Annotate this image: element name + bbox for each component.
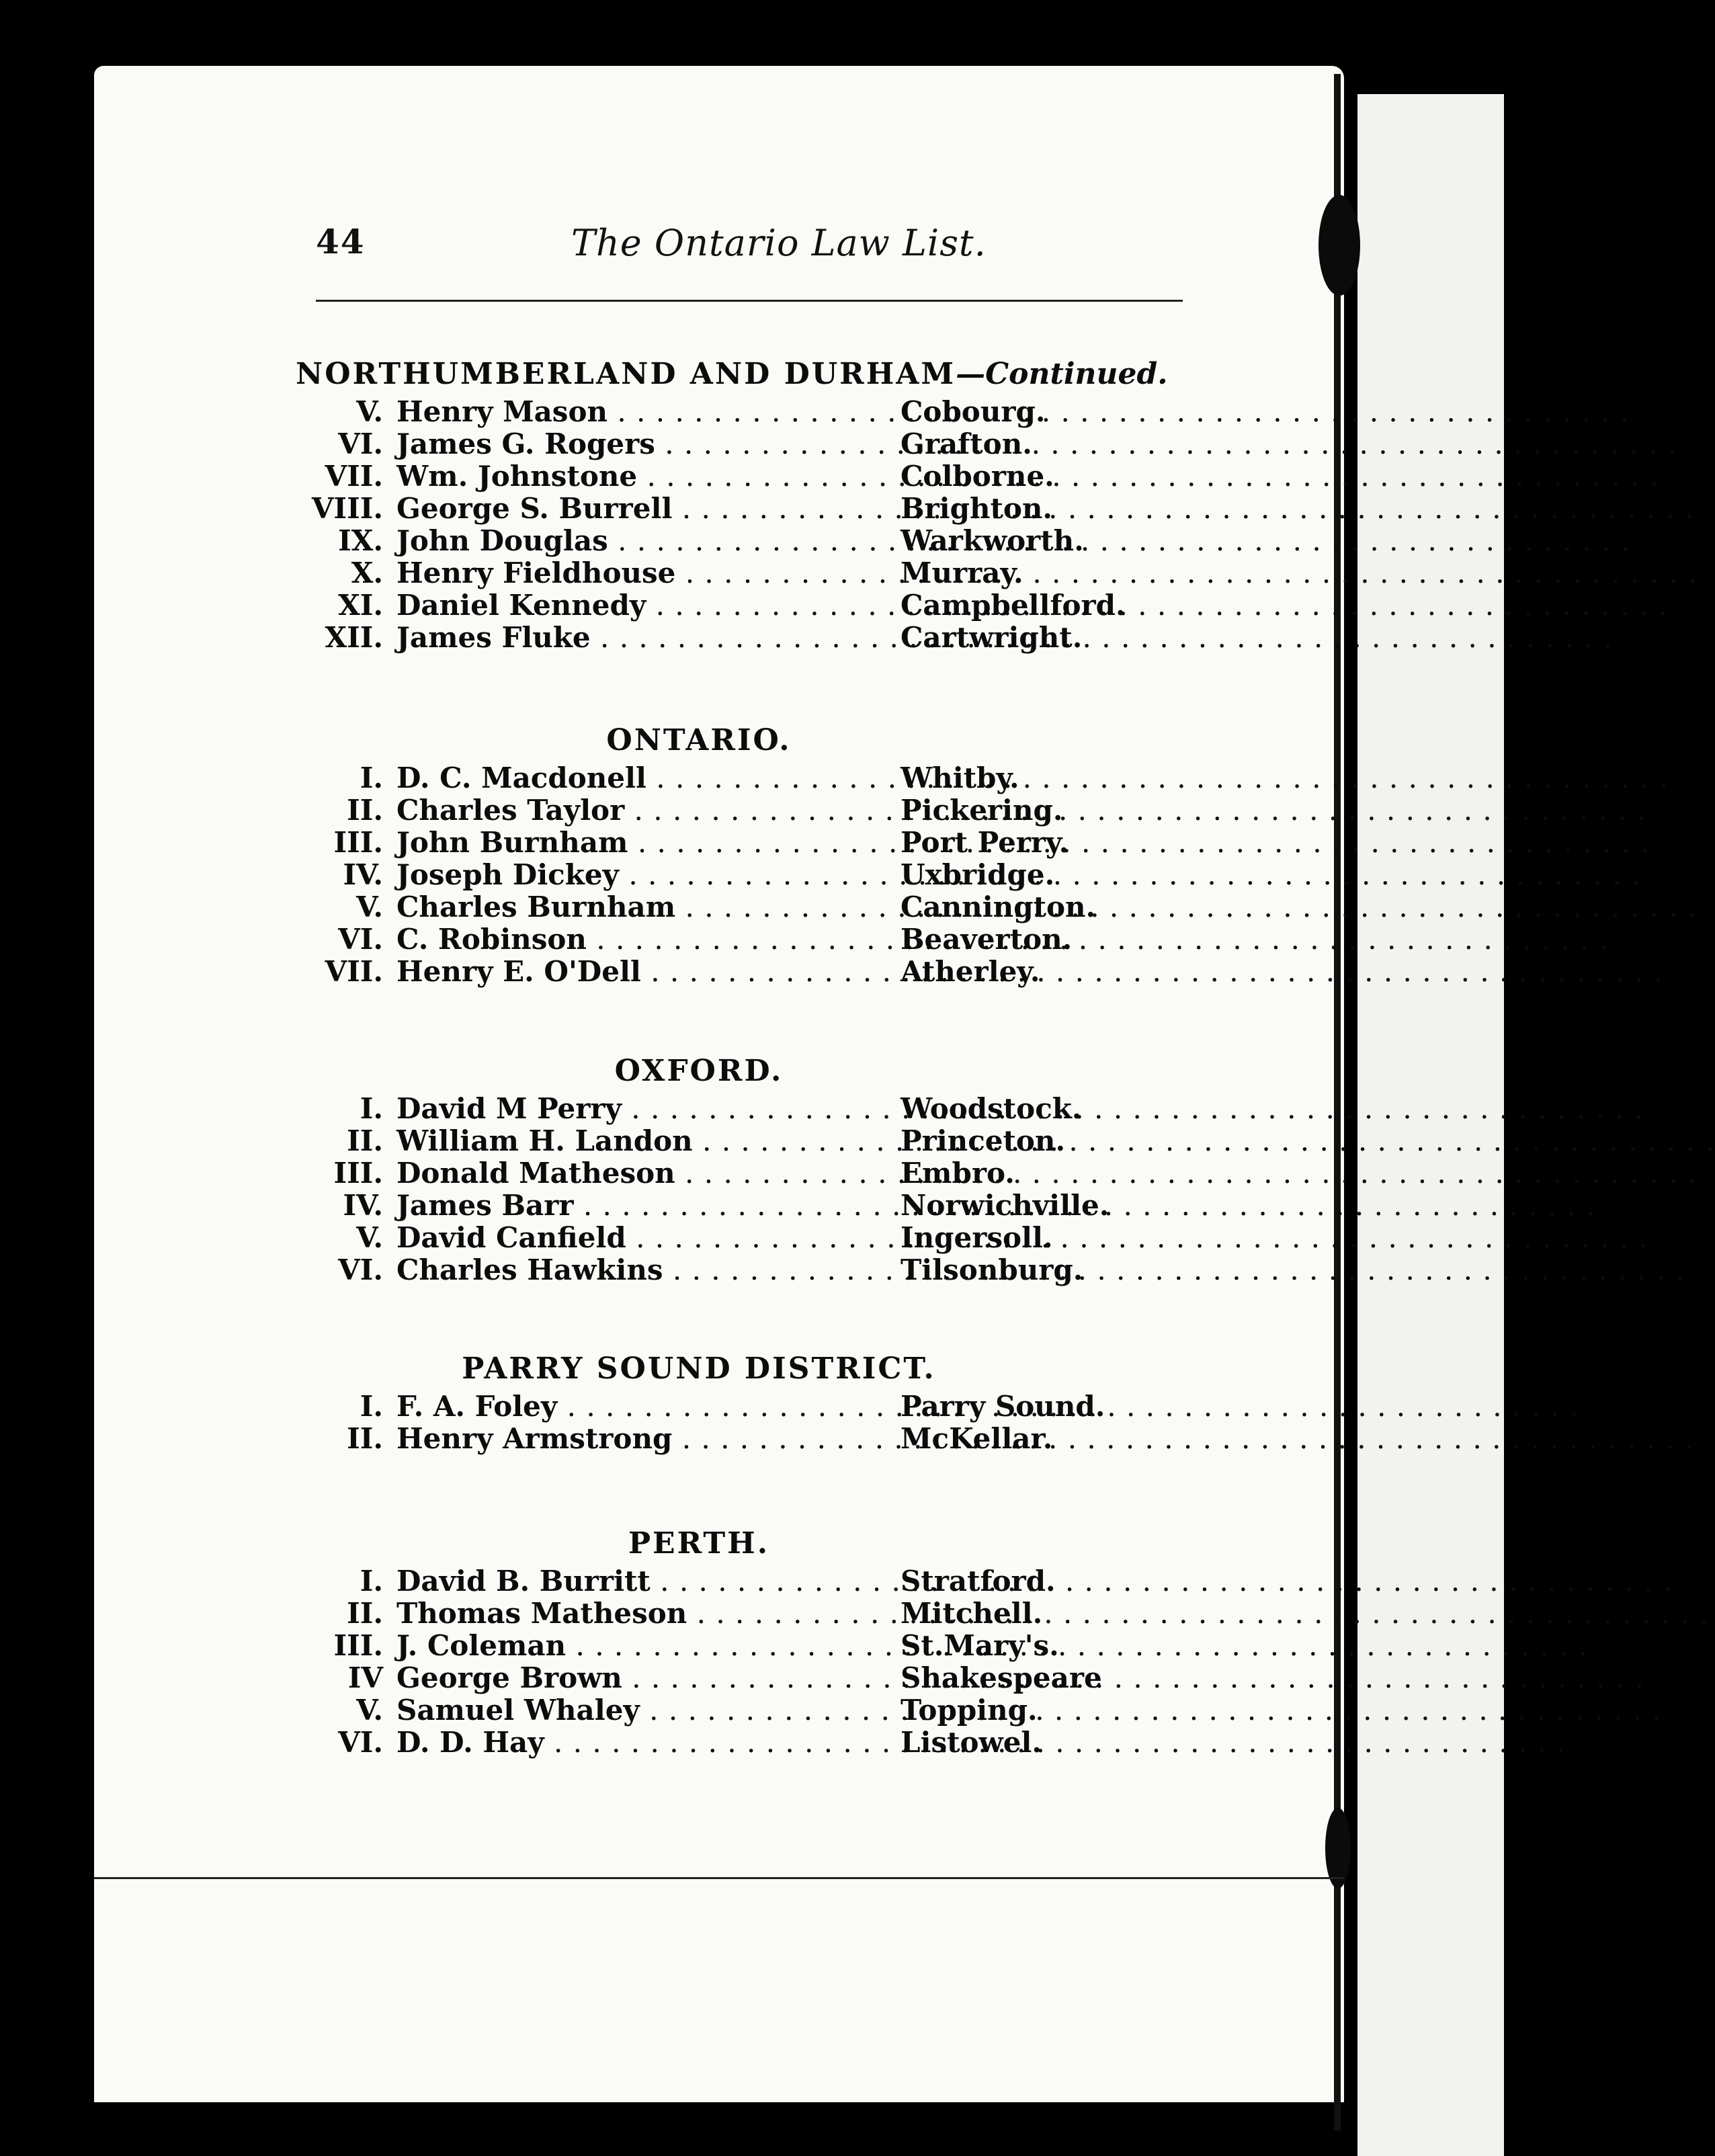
list-item: XI. Daniel Kennedy . . . Campbellford. xyxy=(296,589,1102,622)
list-item: V. Henry Mason . . . Cobourg. xyxy=(296,396,1102,428)
list-item: VI. D. D. Hay . . . Listowel. xyxy=(296,1727,1102,1759)
section-oxford xyxy=(296,1050,1110,1286)
list-item: VII. Henry E. O'Dell . . . Atherley. xyxy=(296,956,1102,988)
ink-blot xyxy=(1319,195,1360,296)
list-item: I. David B. Burritt . . . Stratford. xyxy=(296,1565,1102,1598)
section-perth xyxy=(296,1522,1102,1759)
ink-blot xyxy=(1325,1808,1351,1889)
section-title: OXFORD. xyxy=(614,1054,784,1088)
list-item: II. Charles Taylor . . . Pickering. xyxy=(296,794,1102,827)
list-item: VI. Charles Hawkins . . . Tilsonburg. xyxy=(296,1254,1102,1286)
list-item: VIII. George S. Burrell . . . Brighton. xyxy=(296,493,1102,525)
continued-label: —Continued. xyxy=(956,357,1168,391)
list-item: II. William H. Landon . . . Princeton. xyxy=(296,1125,1102,1157)
list-item: II. Henry Armstrong . . . McKellar. xyxy=(296,1423,1102,1455)
list-item: IV. Joseph Dickey . . . Uxbridge. xyxy=(296,859,1102,891)
page-header xyxy=(316,222,1189,276)
list-item: I. David M Perry . . . Woodstock. xyxy=(296,1093,1102,1125)
list-item: IX. John Douglas . . . Warkworth. xyxy=(296,525,1102,557)
section-title: ONTARIO. xyxy=(606,723,792,757)
page-number: 44 xyxy=(316,222,366,261)
section-title: PERTH. xyxy=(628,1526,770,1561)
list-item: X. Henry Fieldhouse . . . Murray. xyxy=(296,557,1102,589)
list-item: VII. Wm. Johnstone . . . Colborne. xyxy=(296,460,1102,493)
list-item: V. Charles Burnham . . . Cannington. xyxy=(296,891,1102,923)
list-item: IV. James Barr . . . Norwichville. xyxy=(296,1190,1102,1222)
list-item: III. J. Coleman . . . St.Mary's. xyxy=(296,1630,1102,1662)
header-rule xyxy=(316,300,1183,302)
list-item: XII. James Fluke . . . Cartwright. xyxy=(296,622,1102,654)
list-item: V. David Canfield . . . Ingersoll. xyxy=(296,1222,1102,1254)
list-item: VI. C. Robinson . . . Beaverton. xyxy=(296,923,1102,956)
section-title: NORTHUMBERLAND AND DURHAM—Continued. xyxy=(296,357,1168,391)
list-item: IV George Brown . . . Shakespeare xyxy=(296,1662,1102,1694)
list-item: VI. James G. Rogers . . . Grafton. xyxy=(296,428,1102,460)
list-item: V. Samuel Whaley . . . Topping. xyxy=(296,1694,1102,1727)
list-item: I. D. C. Macdonell . . . Whitby. xyxy=(296,762,1102,794)
list-item: III. Donald Matheson . . . Embro. xyxy=(296,1157,1102,1190)
list-item: III. John Burnham . . . Port Perry. xyxy=(296,827,1102,859)
bottom-rule xyxy=(94,1877,1344,1879)
list-item: II. Thomas Matheson . . . Mitchell. xyxy=(296,1598,1102,1630)
section-northumberland-durham xyxy=(296,353,1168,654)
section-ontario xyxy=(296,719,1102,988)
running-title: The Ontario Law List. xyxy=(571,222,987,264)
section-parry-sound-district xyxy=(296,1348,1105,1455)
section-title: PARRY SOUND DISTRICT. xyxy=(462,1352,936,1386)
list-item: I. F. A. Foley . . . Parry Sound. xyxy=(296,1391,1102,1423)
